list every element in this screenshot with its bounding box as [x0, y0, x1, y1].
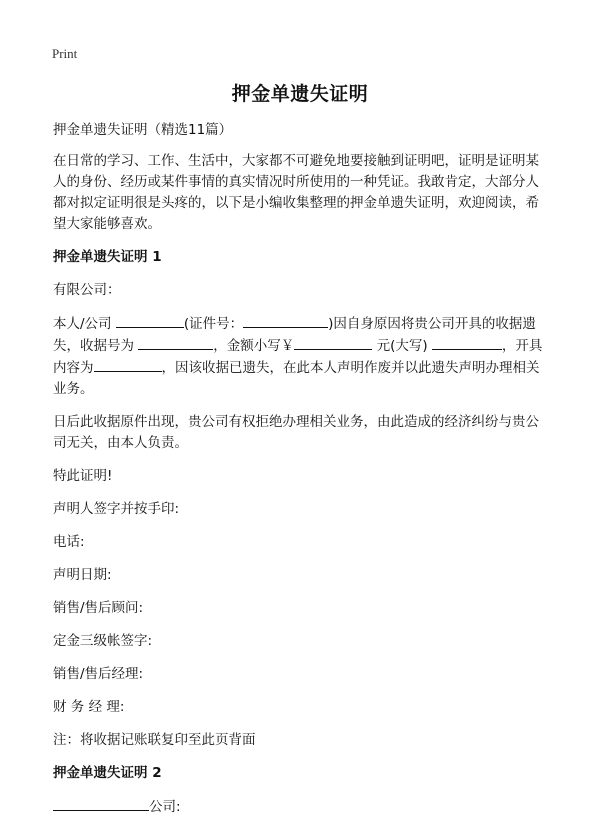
statement-text-f: ，开具内容为 — [53, 338, 543, 376]
amount-upper-blank — [432, 335, 502, 350]
section-heading-2: 押金单遗失证明 2 — [53, 765, 162, 781]
date-field: 声明日期: — [53, 567, 112, 583]
certify-line: 特此证明! — [53, 468, 113, 484]
phone-field: 电话: — [53, 534, 85, 550]
company-name-blank — [53, 796, 149, 811]
company-suffix: 公司: — [149, 799, 181, 815]
document-body — [53, 120, 549, 830]
statement-text-c: )因自身原因将贵公司开具的收据遗失，收据号为 — [53, 316, 536, 354]
document-subtitle: 押金单遗失证明（精选11篇） — [53, 122, 233, 138]
receipt-number-blank — [138, 335, 213, 350]
disclaimer-paragraph: 日后此收据原件出现，贵公司有权拒绝办理相关业务，由此造成的经济纠纷与贵公司无关，由本人负责。 — [53, 414, 539, 451]
finance-manager-field: 财 务 经 理: — [53, 699, 125, 715]
id-number-blank — [243, 313, 328, 328]
company-line-2 — [53, 796, 549, 818]
intro-paragraph: 在日常的学习、工作、生活中，大家都不可避免地要接触到证明吧，证明是证明某人的身份、经历或某件事情的真实情况时所使用的一种凭证。我敢肯定，大部分人都对拟定证明很是头疼的，以下是小编收集整理的押金单遗失证明，欢迎阅读，希望大家能够喜欢。 — [53, 153, 539, 232]
statement-text-g: ，因该收据已遗失，在此本人声明作废并以此遗失声明办理相关业务。 — [53, 360, 540, 397]
statement-text-e: 元(大写) — [372, 338, 432, 354]
print-link[interactable]: Print — [52, 46, 78, 61]
statement-text-b: (证件号： — [183, 316, 244, 332]
company-line: 有限公司： — [53, 282, 121, 298]
sales-advisor-field: 销售/售后顾问: — [53, 600, 144, 616]
name-blank — [116, 313, 184, 328]
sales-manager-field: 销售/售后经理: — [53, 666, 144, 682]
statement-text-a: 本人/公司 — [53, 316, 116, 332]
document-title: 押金单遗失证明 — [231, 83, 369, 105]
statement-text-d: ，金额小写￥ — [213, 338, 295, 354]
statement-paragraph — [53, 313, 549, 400]
section-heading-1: 押金单遗失证明 1 — [53, 249, 162, 265]
note-line: 注：将收据记账联复印至此页背面 — [53, 732, 256, 748]
amount-lower-blank — [294, 335, 372, 350]
signature-field: 声明人签字并按手印: — [53, 501, 180, 517]
deposit-ledger-field: 定金三级帐签字: — [53, 633, 153, 649]
content-blank — [94, 357, 162, 372]
